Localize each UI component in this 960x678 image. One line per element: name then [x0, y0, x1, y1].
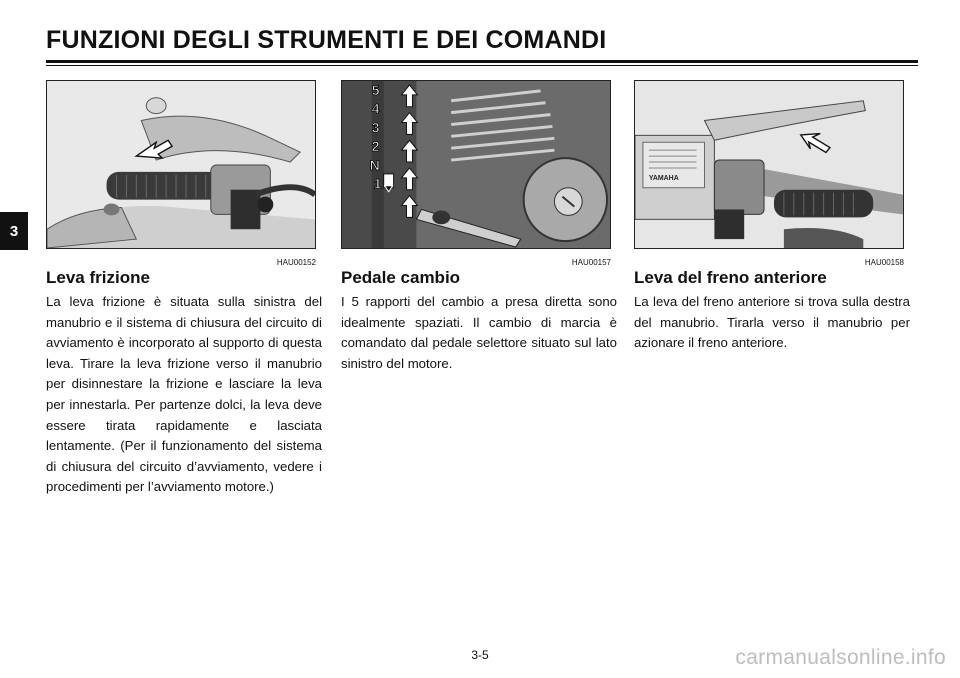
title-rule [46, 60, 918, 63]
section-code: HAU00152 [276, 258, 316, 267]
gear-label-4: 4 [371, 100, 380, 117]
section-title: Pedale cambio [341, 268, 461, 287]
gear-label-1: 1 [373, 175, 382, 192]
section-front-brake-lever [634, 80, 910, 354]
section-body: La leva frizione è situata sulla sinistra del manubrio e il sistema di chiusura del circuito di avviamento è incorporato al supporto di questa leva. Tirare la leva frizione verso il manubrio per disinnestare la frizione e lasciare la leva per innestarla. Per partenze dolci, la leva deve essere tirata rapidamente e lasciata lentamente. (Per il funzionamento del sistema di chiusura del circuito d’avviamento, vedere i procedimenti per l’avviamento motore.) [46, 294, 322, 495]
page-title: FUNZIONI DEGLI STRUMENTI E DEI COMANDI [46, 26, 607, 54]
section-shift-pedal [341, 80, 617, 374]
gear-label-3: 3 [371, 119, 380, 136]
section-code: HAU00158 [864, 258, 904, 267]
chapter-tab: 3 [0, 212, 28, 250]
section-code: HAU00157 [571, 258, 611, 267]
page-number: 3-5 [471, 648, 489, 662]
shift-pedal-photo [341, 80, 611, 249]
front-brake-lever-photo [634, 80, 904, 249]
section-title: Leva frizione [46, 268, 150, 287]
brand-label: YAMAHA [648, 174, 679, 182]
section-clutch-lever [46, 80, 322, 498]
title-rule-thin [46, 65, 918, 66]
section-title: Leva del freno anteriore [634, 268, 827, 287]
section-body: I 5 rapporti del cambio a presa diretta sono idealmente spaziati. Il cambio di marcia è comandato dal pedale selettore situato sul lato sinistro del motore. [341, 294, 617, 371]
gear-label-5: 5 [371, 81, 380, 98]
watermark: carmanualsonline.info [735, 646, 946, 669]
gear-label-n: N [369, 156, 380, 173]
gear-label-2: 2 [371, 138, 380, 155]
section-body: La leva del freno anteriore si trova sulla destra del manubrio. Tirarla verso il manubrio per azionare il freno anteriore. [634, 294, 910, 351]
clutch-lever-photo [46, 80, 316, 249]
